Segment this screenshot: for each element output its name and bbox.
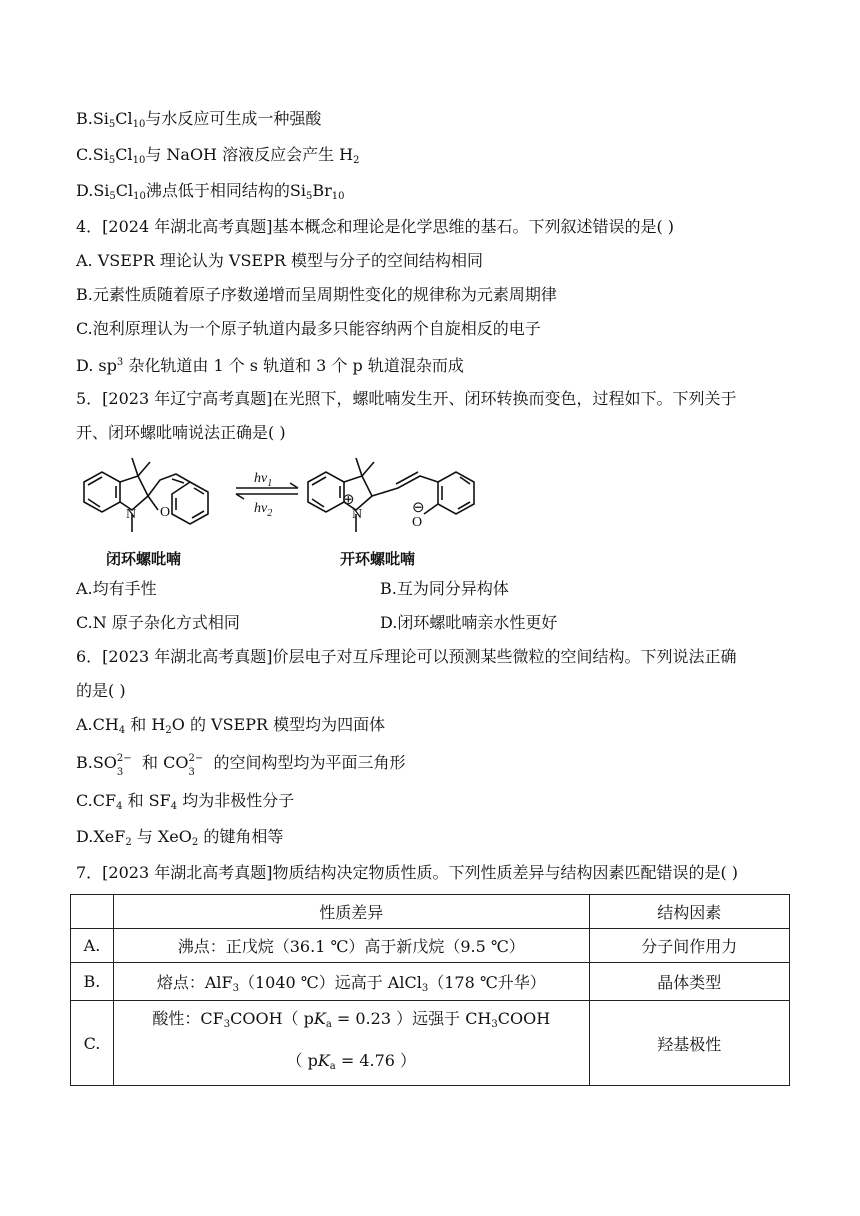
factor-cell: 分子间作用力 — [589, 929, 789, 963]
table-header-row — [71, 895, 790, 929]
open-plus-charge: ⊕ — [342, 492, 355, 508]
open-benzene-left — [308, 472, 344, 512]
row-label: A. — [71, 929, 114, 963]
property-cell: 沸点：正戊烷（36.1 ℃）高于新戊烷（9.5 ℃） — [113, 929, 589, 963]
q4-option-a: A. VSEPR 理论认为 VSEPR 模型与分子的空间结构相同 — [76, 251, 484, 270]
open-n-atom: N — [352, 507, 363, 522]
q5-stem-line2: 开、闭环螺吡喃说法正确是( ) — [76, 423, 286, 442]
header-cell: 性质差异 — [113, 895, 589, 929]
property-cell: 熔点：AlF$_3$（1040 ℃）远高于 AlCl$_3$（178 ℃升华） — [113, 963, 589, 1001]
q6-stem-line2: 的是( ) — [76, 681, 126, 700]
open-form-label: 开环螺吡喃 — [340, 550, 416, 568]
closed-benzene-right — [172, 482, 208, 524]
q5-option-d: D.闭环螺吡喃亲水性更好 — [380, 613, 558, 632]
q6-option-a: $A.CH_4$ 和 $H_2O$ 的 VSEPR 模型均为四面体 — [76, 715, 386, 736]
q7-stem: 7．[2023 年湖北高考真题]物质结构决定物质性质。下列性质差异与结构因素匹配错误的是( ) — [76, 863, 739, 882]
factor-cell: 羟基极性 — [589, 1001, 789, 1086]
closed-form-label: 闭环螺吡喃 — [106, 550, 182, 568]
q5-option-c: C.N 原子杂化方式相同 — [76, 613, 240, 632]
q5-stem-line1: 5．[2023 年辽宁高考真题]在光照下，螺吡喃发生开、闭环转换而变色，过程如下。下列关于 — [76, 389, 737, 408]
table-row — [71, 963, 790, 1001]
open-benzene-right — [438, 472, 474, 514]
header-cell: 结构因素 — [589, 895, 789, 929]
q6-stem-line1: 6．[2023 年湖北高考真题]价层电子对互斥理论可以预测某些微粒的空间结构。下列说法正确 — [76, 647, 737, 666]
closed-five-ring — [120, 476, 148, 510]
q7-table — [70, 894, 790, 1086]
row-label: C. — [71, 1001, 114, 1086]
closed-benzene-left — [84, 472, 120, 512]
spiropyran-reaction-diagram — [76, 452, 516, 572]
open-o-atom: O — [412, 515, 423, 530]
q4-option-b: B.元素性质随着原子序数递增而呈周期性变化的规律称为元素周期律 — [76, 285, 557, 304]
table-row — [71, 1001, 790, 1086]
open-minus-charge: ⊖ — [412, 500, 425, 516]
q3-option-b: $B.Si_5Cl_{10}$与水反应可生成一种强酸 — [76, 109, 322, 130]
q6-option-c: $C.CF_4$ 和 $SF_4$ 均为非极性分子 — [76, 791, 295, 812]
q4-stem: 4．[2024 年湖北高考真题]基本概念和理论是化学思维的基石。下列叙述错误的是( ) — [76, 217, 675, 236]
hv2-label: $h\nu_2$ — [254, 501, 273, 519]
header-cell — [71, 895, 114, 929]
q3-option-c: $C.Si_5Cl_{10}$与 NaOH 溶液反应会产生 $H_2$ — [76, 145, 360, 166]
q6-option-b: B.SO 2− 3 和 CO 2− 3 的空间构型均为平面三角形 — [76, 753, 406, 778]
property-cell: 酸性：$CF_3COOH$（ $pK_a = 0.23$ ）远强于 $CH_3COOH$ （ $pK_a = 4.76$ ） — [113, 1001, 589, 1086]
closed-n-atom: N — [126, 507, 137, 522]
q6-option-d: D.XeF$_2$ 与 XeO$_2$ 的键角相等 — [76, 827, 284, 848]
hv1-label: $h\nu_1$ — [254, 471, 273, 489]
factor-cell: 晶体类型 — [589, 963, 789, 1001]
q5-option-a: A.均有手性 — [76, 579, 157, 598]
q5-option-b: B.互为同分异构体 — [380, 579, 509, 598]
table-row — [71, 929, 790, 963]
q4-option-d: D. $sp^3$ 杂化轨道由 1 个 s 轨道和 3 个 p 轨道混杂而成 — [76, 356, 464, 375]
q4-option-c: C.泡利原理认为一个原子轨道内最多只能容纳两个自旋相反的电子 — [76, 319, 541, 338]
q3-option-d: $D.Si_5Cl_{10}$沸点低于相同结构的$Si_5Br_{10}$ — [76, 181, 345, 202]
row-label: B. — [71, 963, 114, 1001]
closed-o-atom: O — [160, 505, 171, 520]
